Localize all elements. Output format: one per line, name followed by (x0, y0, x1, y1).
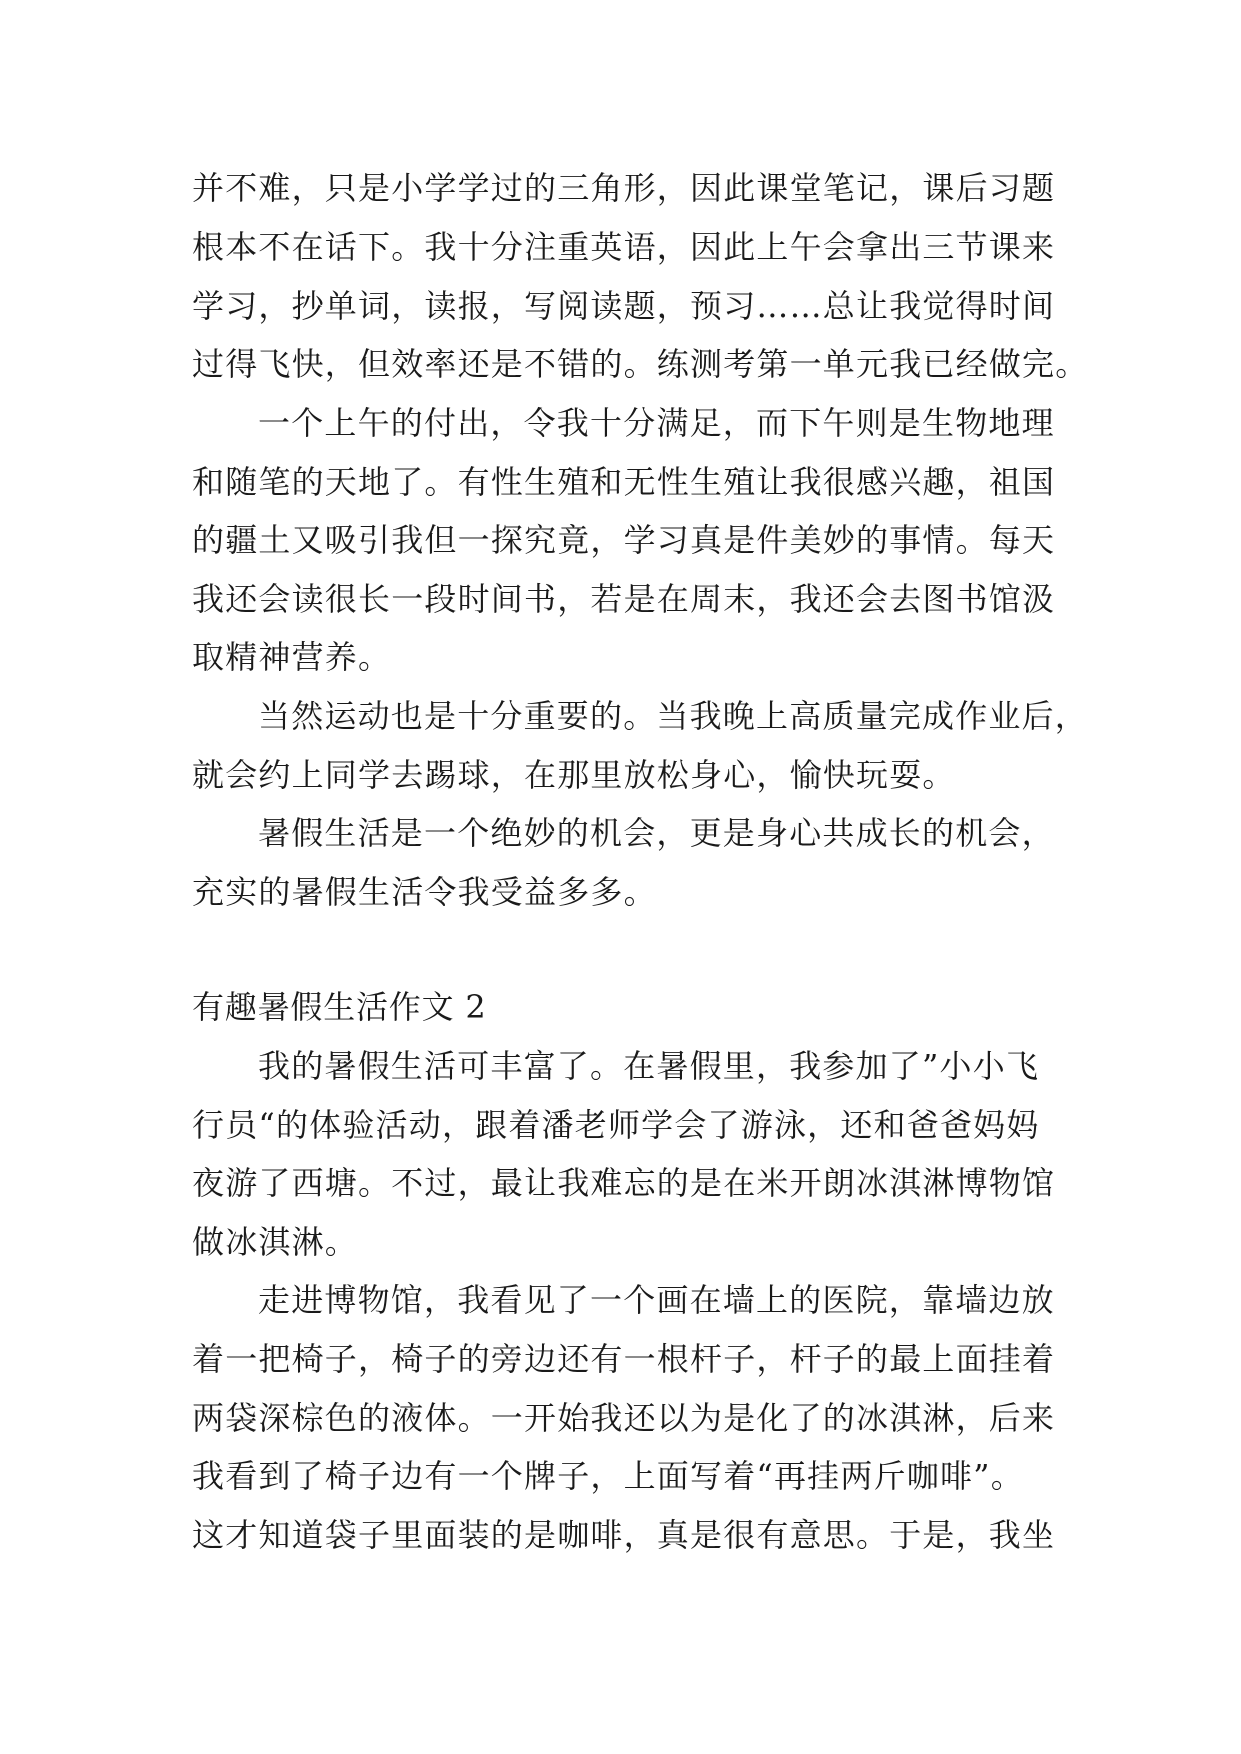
section-heading: 有趣暑假生活作文 2 (192, 988, 487, 1026)
paragraph-start-line: 暑假生活是一个绝妙的机会，更是身心共成长的机会， (258, 814, 1055, 852)
text-line: 过得飞快，但效率还是不错的。练测考第一单元我已经做完。 (192, 345, 1089, 383)
paragraph-start-line: 我的暑假生活可丰富了。在暑假里，我参加了”小小飞 (258, 1047, 1040, 1085)
text-line: 我还会读很长一段时间书，若是在周末，我还会去图书馆汲 (192, 580, 1056, 618)
text-line: 充实的暑假生活令我受益多多。 (192, 873, 657, 911)
text-line: 夜游了西塘。不过，最让我难忘的是在米开朗冰淇淋博物馆 (192, 1164, 1056, 1202)
text-line: 行员“的体验活动，跟着潘老师学会了游泳，还和爸爸妈妈 (192, 1106, 1040, 1144)
text-line: 两袋深棕色的液体。一开始我还以为是化了的冰淇淋，后来 (192, 1399, 1056, 1437)
paragraph-start-line: 当然运动也是十分重要的。当我晚上高质量完成作业后， (258, 697, 1089, 735)
text-line: 就会约上同学去踢球，在那里放松身心，愉快玩耍。 (192, 756, 956, 794)
text-line: 根本不在话下。我十分注重英语，因此上午会拿出三节课来 (192, 228, 1056, 266)
paragraph-start-line: 走进博物馆，我看见了一个画在墙上的医院，靠墙边放 (258, 1281, 1055, 1319)
paragraph-start-line: 一个上午的付出，令我十分满足，而下午则是生物地理 (258, 404, 1055, 442)
text-line: 这才知道袋子里面装的是咖啡，真是很有意思。于是，我坐 (192, 1516, 1056, 1554)
text-line: 的疆土又吸引我但一探究竟，学习真是件美妙的事情。每天 (192, 521, 1056, 559)
text-line: 着一把椅子，椅子的旁边还有一根杆子，杆子的最上面挂着 (192, 1340, 1056, 1378)
text-line: 并不难，只是小学学过的三角形，因此课堂笔记，课后习题 (192, 169, 1056, 207)
text-line: 和随笔的天地了。有性生殖和无性生殖让我很感兴趣，祖国 (192, 463, 1056, 501)
text-line: 学习，抄单词，读报，写阅读题，预习……总让我觉得时间 (192, 287, 1056, 325)
text-line: 取精神营养。 (192, 638, 392, 676)
text-line: 我看到了椅子边有一个牌子，上面写着“再挂两斤咖啡”。 (192, 1457, 1024, 1495)
text-line: 做冰淇淋。 (192, 1223, 359, 1261)
